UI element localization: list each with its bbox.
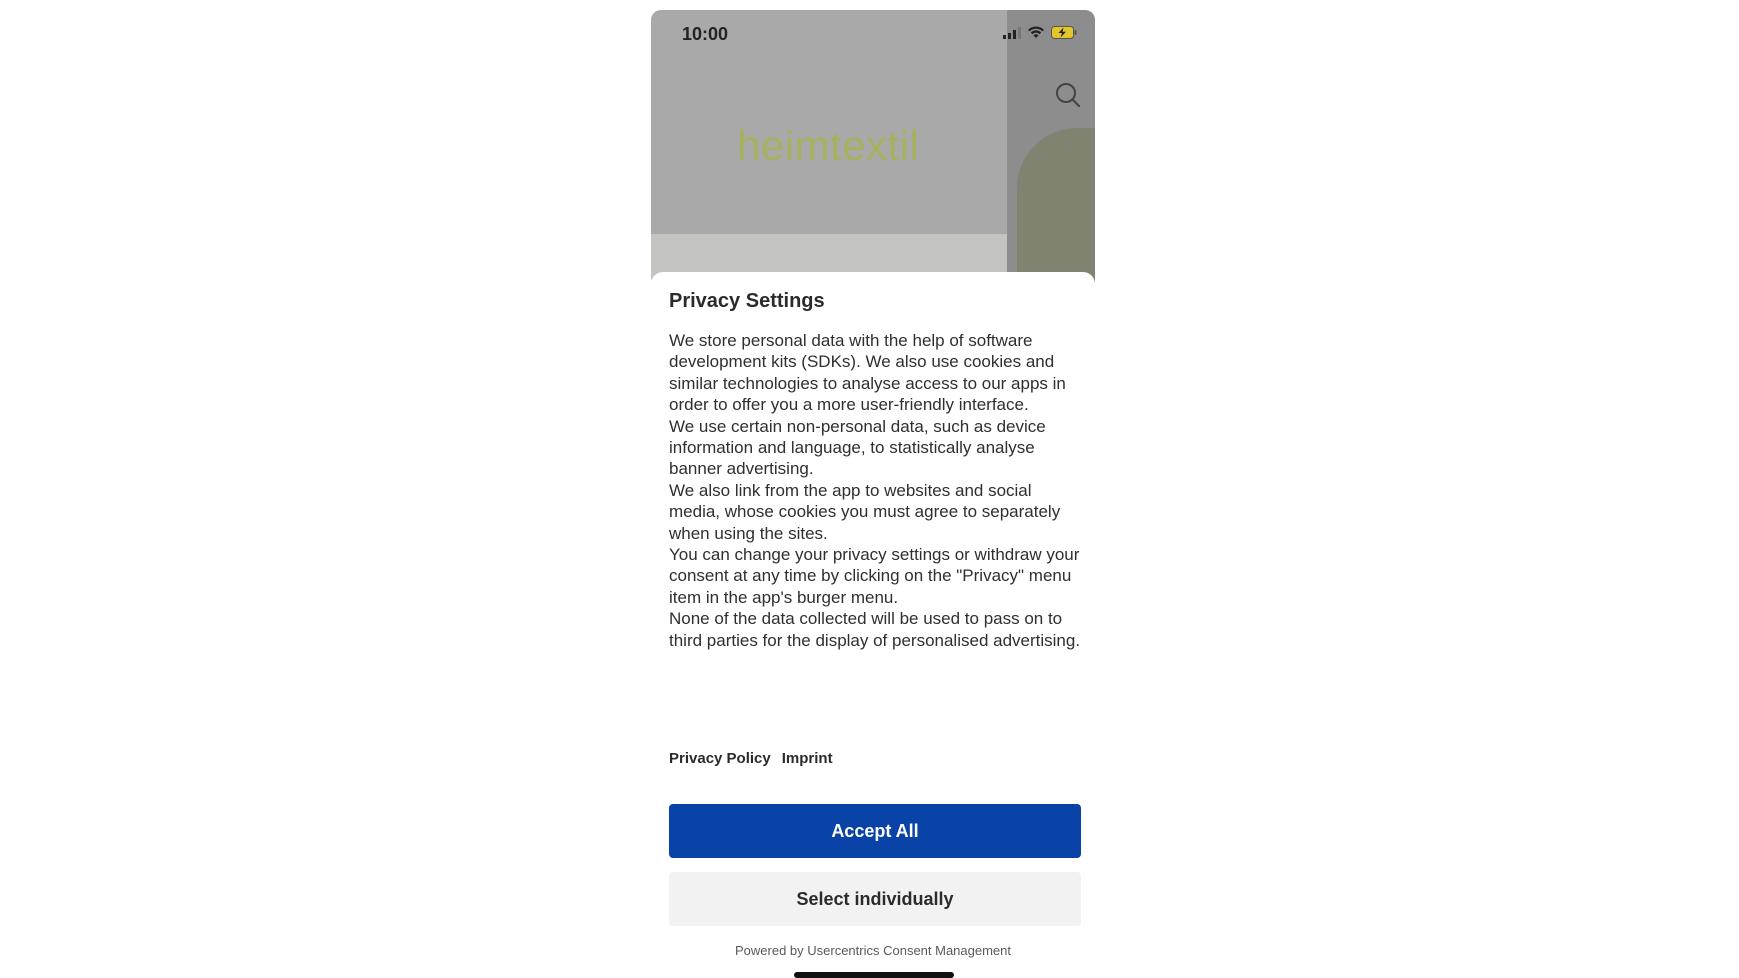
phone-screen [651, 10, 1095, 978]
privacy-policy-link[interactable]: Privacy Policy [669, 750, 771, 767]
wifi-icon [1027, 26, 1045, 39]
battery-charging-icon [1051, 26, 1077, 39]
status-bar [651, 10, 1095, 60]
brand-logo: heimtextil [737, 122, 920, 169]
status-icons [1003, 26, 1077, 39]
powered-by-text: Powered by Usercentrics Consent Management [734, 943, 1012, 958]
select-individually-button[interactable]: Select individually [669, 872, 1081, 926]
privacy-paragraph: None of the data collected will be used to pass on to third parties for the display of personalised advertising. [669, 609, 1081, 650]
imprint-link[interactable]: Imprint [781, 750, 833, 767]
privacy-description [669, 330, 1081, 651]
accept-all-button[interactable]: Accept All [669, 804, 1081, 858]
legal-links [669, 750, 833, 767]
cellular-signal-icon [1003, 27, 1021, 39]
privacy-paragraph: We also link from the app to websites and social media, whose cookies you must agree to separately when using the sites. [669, 480, 1061, 543]
privacy-settings-sheet [651, 272, 1095, 978]
home-indicator[interactable] [794, 972, 954, 978]
privacy-paragraph: We store personal data with the help of software development kits (SDKs). We also use cookies and similar technologies to analyse access to our apps in order to offer you a more user-friendly interface. [669, 331, 1066, 415]
status-time: 10:00 [682, 24, 729, 44]
privacy-paragraph: You can change your privacy settings or withdraw your consent at any time by clicking on the "Privacy" menu item in the app's burger menu. [669, 545, 1080, 607]
app-background [651, 10, 1095, 280]
privacy-paragraph: We use certain non-personal data, such as device information and language, to statistically analyse banner advertising. [669, 416, 1046, 479]
sheet-title: Privacy Settings [669, 290, 825, 312]
search-icon[interactable] [1053, 80, 1083, 110]
